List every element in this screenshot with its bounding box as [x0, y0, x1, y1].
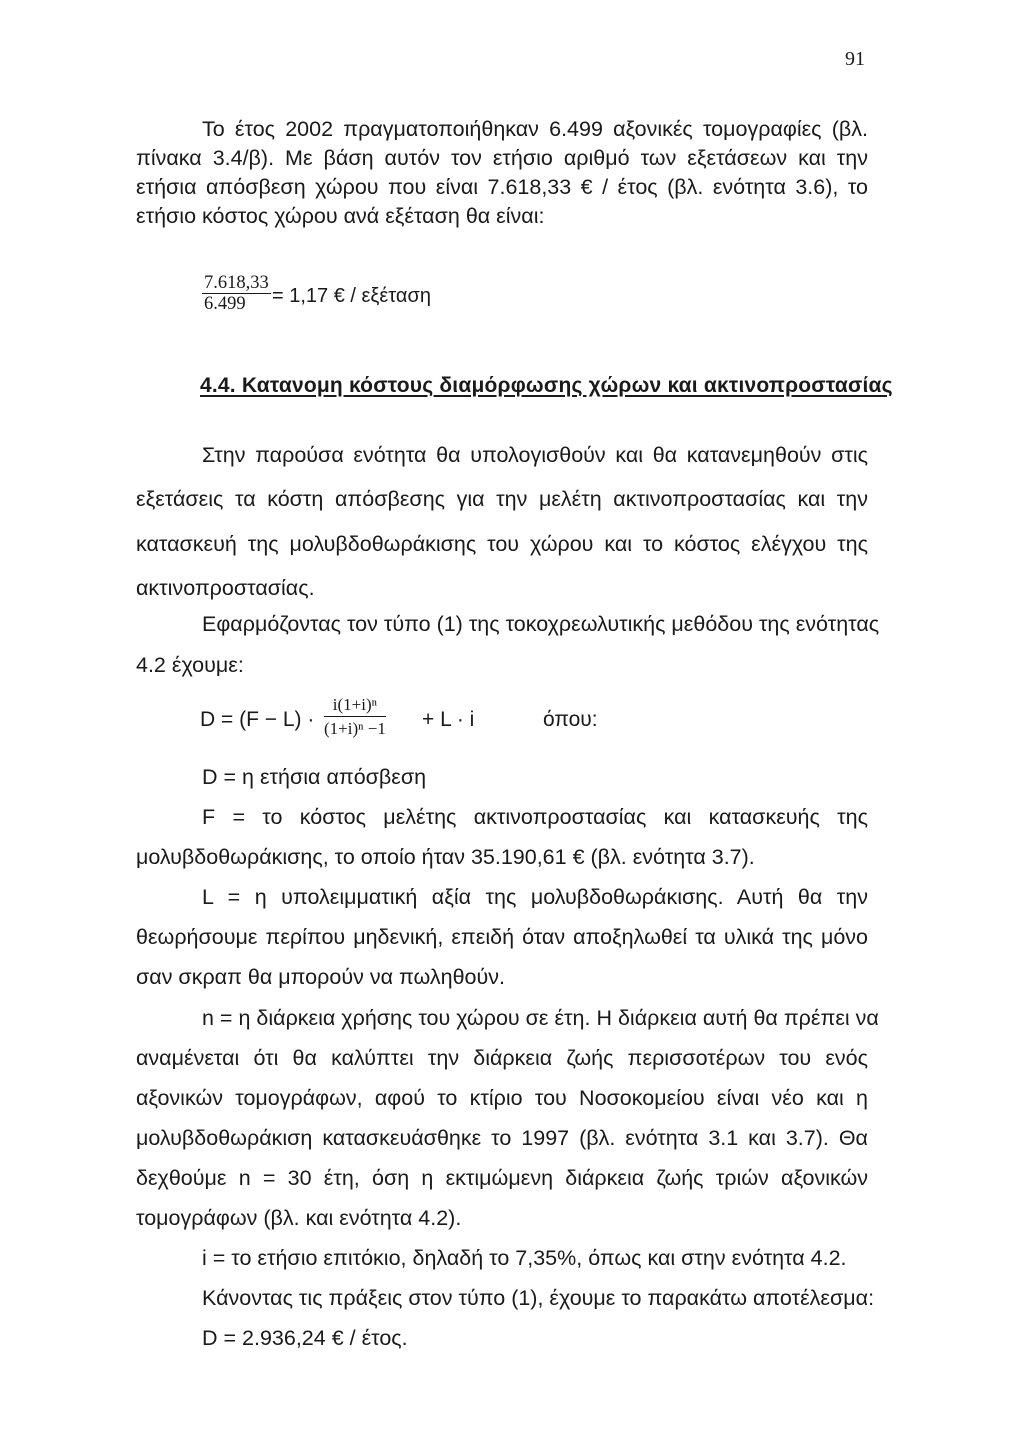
fraction-result: = 1,17 € / εξέταση — [272, 285, 431, 307]
definition-line: F = το κόστος μελέτης ακτινοπροστασίας και κατασκευής της — [202, 805, 868, 830]
definition-line: D = η ετήσια απόσβεση — [202, 765, 427, 789]
definition-line: αναμένεται ότι θα καλύπτει την διάρκεια ζωής περισσοτέρων του ενός — [136, 1045, 868, 1070]
definition-line: αξονικών τομογράφων, αφού το κτίριο του Νοσοκομείου είναι νέο και η — [136, 1085, 868, 1110]
formula-lhs: D = (F − L) · — [200, 708, 315, 731]
text-line: 4.2 έχουμε: — [136, 653, 244, 677]
definitions-list — [136, 757, 879, 1358]
text-line: ετήσιο κόστος χώρου ανά εξέταση θα είναι: — [136, 204, 545, 228]
definition-line: μολυβδοθωράκιση κατασκευάσθηκε το 1997 (βλ. ενότητα 3.1 και 3.7). Θα — [136, 1125, 868, 1150]
definition-line: σαν σκραπ θα μπορούν να πωληθούν. — [136, 965, 505, 990]
section-title: 4.4. Κατανομη κόστους διαμόρφωσης χώρων και ακτινοπροστασίας — [200, 374, 893, 397]
formula-fraction — [324, 694, 386, 741]
paragraph-section-intro — [136, 433, 868, 610]
cost-fraction — [202, 273, 271, 315]
formula-where: όπου: — [543, 708, 598, 731]
definition-line: i = το ετήσιο επιτόκιο, δηλαδή το 7,35%, όπως και στην ενότητα 4.2. — [202, 1246, 847, 1271]
paragraph-intro — [136, 115, 868, 231]
page-number: 91 — [845, 48, 865, 70]
text-line: Το έτος 2002 πραγματοποιήθηκαν 6.499 αξονικές τομογραφίες (βλ. — [202, 117, 868, 141]
formula-numerator: i(1+i)ⁿ — [324, 694, 386, 717]
fraction-denominator: 6.499 — [204, 294, 246, 314]
definition-line: μολυβδοθωράκισης, το οποίο ήταν 35.190,61 € (βλ. ενότητα 3.7). — [136, 845, 755, 870]
definition-line: δεχθούμε n = 30 έτη, όση η εκτιμώμενη διάρκεια ζωής τριών αξονικών — [136, 1165, 868, 1190]
text-line: ακτινοπροστασίας. — [136, 575, 315, 600]
definition-line: τομογράφων (βλ. και ενότητα 4.2). — [136, 1206, 462, 1231]
definition-line: L = η υπολειμματική αξία της μολυβδοθωράκισης. Αυτή θα την — [202, 885, 868, 910]
fraction-numerator: 7.618,33 — [204, 273, 269, 293]
text-line: Εφαρμόζοντας τον τύπο (1) της τοκοχρεωλυτικής μεθόδου της ενότητας — [202, 612, 880, 636]
definition-line: θεωρήσουμε περίπου μηδενική, επειδή όταν αποξηλωθεί τα υλικά της μόνο — [136, 925, 868, 950]
text-line: Στην παρούσα ενότητα θα υπολογισθούν και θα κατανεμηθούν στις — [202, 443, 868, 467]
amortization-formula — [200, 695, 880, 760]
paragraph-method — [136, 604, 880, 686]
text-line: πίνακα 3.4/β). Με βάση αυτόν τον ετήσιο αριθμό των εξετάσεων και την — [136, 146, 868, 170]
text-line: κατασκευή της μολυβδοθωράκισης του χώρου και το κόστος ελέγχου της — [136, 531, 868, 556]
definition-line: n = η διάρκεια χρήσης του χώρου σε έτη. Η διάρκεια αυτή θα πρέπει να — [202, 1005, 879, 1030]
formula-rhs: + L · i — [422, 708, 475, 731]
definition-line: D = 2.936,24 € / έτος. — [202, 1326, 408, 1351]
definition-line: Κάνοντας τις πράξεις στον τύπο (1), έχουμε το παρακάτω αποτέλεσμα: — [202, 1286, 875, 1311]
text-line: ετήσια απόσβεση χώρου που είναι 7.618,33 € / έτος (βλ. ενότητα 3.6), το — [136, 175, 868, 199]
formula-denominator: (1+i)ⁿ −1 — [324, 719, 386, 738]
text-line: εξετάσεις τα κόστη απόσβεσης για την μελέτη ακτινοπροστασίας και την — [136, 487, 868, 512]
